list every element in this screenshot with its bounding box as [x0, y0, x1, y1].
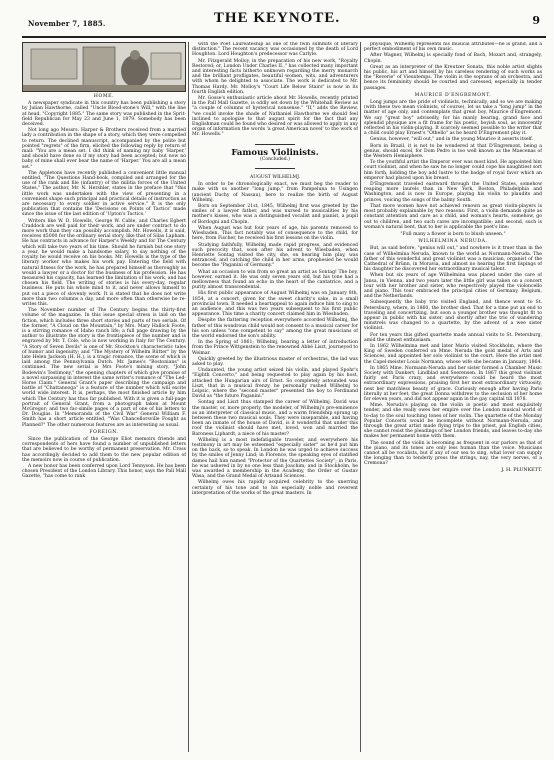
subheading-neruda: WILHELMINA NERUDA. — [418, 239, 488, 245]
col3-paragraph: But, as said before, "genius will out," and nowhere is it truer than in the case of Wilhelmina Neruda, known to the world as Normann-Neruda. The father of this wonderful and great violinist was a musician, organist of the Cathedral of Brünn, in Moravia, and almost no hearing the first lispings of his daughter he discovered her extraordinary musical talent. — [364, 246, 542, 273]
col3-paragraph: Born in Brazil, it is not to be wondered at that D'Engremont, being a genius, should excel, for Dom Pedro is too well known as the Maecenas of the Western Hemisphere. — [364, 143, 542, 160]
col1-paragraph: A new honor has been conferred upon Lord Tennyson. He has been chosen President of the London Library. This honor, says the Pall Mall Gazette, "has come to rank — [22, 464, 186, 480]
col3-paragraph: Long jumps are the pride of violinists, technically, and so we are making (with these two mean violinists, of course), let us take a "long jump" in the matter of age only, and contemplate that great boy, Maurice d'Engremont. We say "great boy" advisedly, for his manly bearing, grand face and splendid physique are a fit frame for his poetic, boyish soul, as innocently reflected in his violin-playing. It scarcely seemed possible to the writer that a child could play Ernest's "Othello" as he heard D'Engremont play it. — [364, 100, 542, 137]
col3-paragraph: To the youthful artist the Emperor ever was most kind. He appointed him court violinist, and when he saw he no longer could cope his naughtiest sort him forth, bidding the boy add lustre to the badge of royal favor which an emperor had placed upon his breast. — [364, 160, 542, 181]
column-3 — [364, 42, 542, 754]
page-number: 9 — [532, 14, 540, 27]
col3-paragraph: For ten years this gifted quartette made annual visits to St. Petersburg, amid the utmost enthusiasm. — [364, 332, 542, 343]
col1-paragraph: The November number of The Century begins the thirty-first volume of the magazine. In this issue special stress is laid on the fiction, which includes three short stories and parts of two serials. Of the former, "A Cloud on the Mountain," by Mrs. Mary Hallock Foote, is a stirring romance of Idaho ranch life; a full page drawing by the author to illustrate the story is the frontispiece of the number and is engraved by Mr. T. Cole, who is now working in Italy for The Century. "A Story of Seven Devils" is one of Mr. Stockton's characteristic tales of humor and ingenuity; and "The Mystery of Wilhelm Rütter" by the late Helen Jackson (H. H.), is a tragic romance, the scene of which is laid among the Pennsylvania Dutch. Mr. James's "Bostonians" is continued. The new serial is Mrs Foote's mining story, "John Bodewin's Testimony," the opening chapters of which give promise of a novel surpassing in interest the same writer's romance of "The Led-Horse Claim." General Grant's paper describing the campaign and battle of "Chattanooga" is a feature of the number which will excite world wide interest. It is, perhaps, the most finished article by him which The Century has thus far published. With it is given a full-page portrait of General Grant, from a photograph taken at Mount McGregor; and two fac-simile pages of a part of one of his letters to Dr. Douglas. In "Memoranda of the Civil War" General William F. Smith has a short article entitled, "Was Chancellorsville Fought as Planned?" The other numerous features are as interesting as usual. — [22, 308, 186, 428]
col3-paragraph: physique, Wilhelmj represents his musical attributes—he is grand, and a perfect embodiment of his own music. — [364, 42, 542, 53]
article-paragraph: Despite the flattering reception everywhere accorded Wilhelmj, the father of this wondrous child would not consent to a musical career for his son unless "one competent to say" among the great musicians of the world endorsed the son's ability. — [192, 318, 358, 339]
col3-paragraph: That more women have not achieved renown as great violin-players is most probably explainable by two reasons: First, a violin demands quite as constant attention and care as a child, and woman's hearts, somehow, go out to children, and two such cares are incompatible; and second, such is woman's natural bent, that to her is applicable the poet's line: — [364, 203, 542, 230]
col3-paragraph: Mme. Neruda's playing on the violin is poetic and most exquisitely tender, and she really owes her empire over the London musical world of to-day to the soul touching tones of her violin. The quartette of the Monday Popular Concerts would be incomplete without Normann-Neruda, and through the great artist made flying trips to the priest, pal English cities, she cannot resist the pleadings of her London friends, and leaves to-day she makes her permanent home with them. — [364, 403, 542, 440]
col2-paragraph: with the Poet Laureateship as one of the twin summits of literary distinction." The recent vacancy was occasioned by the death of Lord Houghton. Lord Houghton's predecessor was Carlyle. — [192, 42, 358, 58]
col3-paragraph: After Wagner, Wilhelmj is specially fond of Bach, Mozart and, strangely, Chopin. — [364, 53, 542, 64]
col3-paragraph: In 1865 Mme. Normann-Neruda and her sister formed a Chamber Music Society with Dankert, Lindblad and Soerensen. In 1867 this great violinist fairly set Paris crazy, and everywhere could be heard the most extraordinary expressions, praising first her most extraordinary virtuosity, next her matchless beauty of grace. Curiously enough after having Paris literally at her feet, the great Donna withdrew to the seclusion of her home for eleven years, and did not appear again in the gay capital till 1878. — [364, 365, 542, 402]
masthead — [0, 6, 554, 34]
issue-date: November 7, 1885. — [28, 19, 106, 28]
author-signature: J. H. PLUNKETT. — [501, 467, 542, 473]
col3-paragraph: D'Engremont traveled eastward through the United States, somehow reaping more laurels than in New York, Boston, Philadelphia and Washington, and is now in Europe, playing his violin to plaudits and princes, voicing the songs of the balmy South. — [364, 182, 542, 203]
col3-paragraph: In 1862 Wilhelmina met and later Mario visited Stockholm, where the King of Sweden conferred on Mme. Neruda the gold medal of Arts and Sciences, and appointed her solo violinist to the court. Here the artist met the Capel-meister Louis Normann, whose wife she became in January, 1864. — [364, 343, 542, 365]
subheading-dengremont: MAURICE D'ENGREMONT. — [414, 92, 492, 98]
col1-paragraph: A newspaper syndicate in this country has been publishing a story by Julian Hawthorne, called "Uncle Blood-stone's Will," with the line at head, "Copyright 1885." The same story was published in the Sprit-field Republican for May 23 and June 1, 1879. Somebody has been deceived. — [22, 101, 186, 128]
col3-paragraph: Subsequently the baby trio visited England, and thence went to St. Petersburg, where, in 1860, the brother died. That for a time put an end to traveling and concertizing, but soon a younger brother was thought fit to appear in public with his sister, and shortly after the trio of wandering minstrels was changed to a quartette, by the advent of a wee sister violinist. — [364, 300, 542, 332]
article-paragraph: Wilhelmj is a most indefatigable traveler, and everywhere his testimony in art may be esteemed "especially sister" as he'd put him on the back, so to speak. In London he was urged to achieve success by the smiles of Jenny Lind; in Florence, the speaking eyes of statified dames hail him named "Protector of the Quartettes Society"; in Paris, he was ushered in by no one less than Joachim; and in Stockholm, he was awarded a membership in the Academy, the Order of Gustav Wasa, and the Grand Medal of Artsand Sciences. — [192, 437, 358, 480]
col1-paragraph: The Appletons have recently published a convenient little manual entitled, "The Questions Hand-book, compiled and arranged for the use of the rank and file (infantry) of the militia forces of the United States." The author, Mr. N. Hershler, states in the preface that "this little work was undertaken with the view of presenting in a convenient shape such principal and practical details of instruction as are necessary to every soldier in active service." It is the only publication that contains the 'Decisions on Points of Tactics' made since the issue of the last edition of 'Upton's Tactics.' — [22, 170, 186, 218]
col3-paragraph: Great as an interpreter of the Kreutzer Sonata, this noble artist slights his public, his art and himself by his careless rendering of such works as the "Reverie" of Vieuxtemps. The violin is the soprano of an orchestra, and hence its femininity should be courted and caressed, especially in tender passages. — [364, 64, 542, 91]
article-paragraph: His first public appearance of August Wilhelmj was on January 8th, 1854, at a concert, given for the sweet charity's sake, in a small provincial town. It needed a heartappeal to again induce him to sing to an audience, and this was two years subsequent to his first public appearance. This time a charity concert claimed him in Wiesbaden. — [192, 291, 358, 318]
column-1 — [22, 42, 186, 754]
masthead-rule — [22, 36, 546, 38]
col3-paragraph: When but six years of age Wilhelmina was placed under the care of Jansa, in Vienna, and two years later the little girl was taken on a concert tour with her brother and sister, who respectively played the violoncello and piano. This tour embraced the principal cities of Germany, Belgium, and the Netherlands. — [364, 273, 542, 300]
article-paragraph: Sontag and Liszt thus stamped the career of Wilhelmj. David was the master, or, more properly, the modeler, of Wilhelmj's pre-eminence as an interpreter of classical music, and a warm friendship sprang up between these two musical souls. They were inseparable, and having been an inmate of the house of David, is it wonderful that under this roof the violinist should have met, loved, won and married the Baroness Liphardt, a niece of his master? — [192, 400, 358, 437]
col2-paragraph: Mr. Gosse's enthusiastic article about Mr. Howells, recently printed in the Pall Mall Gazette, is oddly set down by the Whitehall Review as "a couple of columns of hysterical nonsense." "If," adds the Review, "we could invoke the shade of Nathaniel Hawthorne we should feel inclined to apologize to that august spirit for the fact that any Englishman could be found who desired or was allowed to apply in any organ of information the words 'a great American novel' to the work of Mr. Howells." — [192, 96, 358, 138]
column-2 — [192, 42, 358, 754]
poem-quote: "Full many a flower is born to blush unseen." — [400, 231, 506, 237]
foreign-heading: FOREIGN. — [89, 429, 119, 435]
col3-paragraph: Genius, however, "will out," and in the young Maurice it asserts itself. — [370, 137, 533, 143]
article-concluded: (Concluded.) — [260, 156, 290, 162]
col1-paragraph: Since the publication of the George Eliot memoirs friends and correspondents of hers have found a number of unpublished letters that are believed to be worthy of permanent preservation. Mr. Cross has accordingly decided to add them to the new popular edition of the memoirs now in course of publication. — [22, 437, 186, 463]
separator — [255, 144, 295, 145]
column-divider — [188, 42, 189, 752]
col1-paragraph: Not long ago Messrs. Harper & Brothers received from a married lady a contribution in the shape of a story, which they were compelled to return. The declined manuscript, accompanied by the polite but pointed "regrets" of the firm, elicited the following reply by return of mail: "You are a mean set. I did think of naming my baby 'Harper,' and should have done so if my story had been accepted; but now no baby of mine shall ever bear the name of 'Harper.' You are all a mean set." — [22, 128, 186, 170]
separator — [255, 168, 295, 169]
article-paragraph: When August was but four years of age, his parents removed to Wiesbaden. This fact notably was of consequence to the child, for here, from Fischer, he received his first lessons on the violin. — [192, 225, 358, 242]
article-paragraph: In the Spring of 1861; Wilhelmj, bearing a letter of introduction from the Prince Wittgenstein to the renowned Abbé Liszt, journeyed to Weimar. — [192, 340, 358, 356]
article-paragraph: Wilhelmj owes his rapidly acquired celebrity to the unerring certainty of his tone and to his especially noble and reverent interpretation of the works of the great masters. In — [192, 480, 358, 496]
article-paragraph: Studying faithfully, Wilhelmj made rapid progress, and evidenced such precocity that, soon after his advent to Wiesbaden, when Henriette Sontag visited the city, she, on hearing him play, was entranced, and catching the child in her arms, prophesied he would become the "Paganini of Germany." — [192, 242, 358, 269]
article-paragraph: In order to be chronologically exact, we must beg the reader to make with us another "long jump," from Pampeluna to Usingen (ancient Duchy of Nassau), here to realize the birth of August Wilhelmj. — [192, 182, 358, 203]
article-paragraph: Born on September 21st, 1845, Wilhelmj first was greeted by the smiles of a lawyer father, and was nursed to musicalities by his mother's kisses, who was a distinguished vocalist and pianist, a pupil of Bordogni and Chopin. — [192, 204, 358, 225]
article-paragraph: Quickly greeted by the illustrious master of orchestras, the lad was asked to play. — [192, 356, 358, 367]
home-illustration — [22, 42, 186, 92]
col1-paragraph: Writers like W. D. Howells, George W. Cable, and Charles Egbert Craddock are well paid for their work, and are under contract to do more work than they can possibly accomplish. Mr. Howells, it is said, receives $5000 for the ordinary serial story, like that of Silas Lapham. He has contracts in advance for Harper's Weekly and for The Century which will take two years of his time. Should he furnish but one story a year, he would make a handsome salary, to say nothing of the royalty he would receive on his books. Mr. Howells is the type of the literary worker who makes his work pay. Entering the field with natural fitness for the work, he has prepared himself as thoroughly as would a lawyer or a doctor for the business of his profession. He has measured his capacity, has learned the limitation of his work, and has chosen his field. The writing of stories is his every-day, regular business. He puts his whole mind to it, and never allows himself to put out a piece of slovenly work. It is stated that he does not write more than two columns a day, and more often than otherwise he re-writes this. — [22, 218, 186, 307]
article-title: Famous Violinists. — [231, 147, 319, 158]
article-paragraph: What an occasion to win from so great an artist as Sontag! The boy, however, earned it. He was only seven years old, but his tone had a mellowness that found an echo in the heart of the cantatrice, and a purity almost transcendental. — [192, 269, 358, 291]
article-paragraph: Undaunted, the young artist seized his violin, and played Spohr's "Eighth Concerto," and being requested to play again by his host, attacked the Hungarian airs of Ernst. So completely astounded was Liszt, that in a musical frenzy, he personally rushed Wilhelmj to Leipsic, where the "second master" presented the boy to Ferdinand David as "the future Paganini." — [192, 368, 358, 400]
illustration-caption: HOME. — [93, 94, 115, 99]
col3-paragraph: The sound of the violin is becoming as frequent in our parlors as that of the piano, and its tones are only less human than the voice. Musicians cannot all be vocalists, but if any of our sex to sing, what lover can supply the longing than to tenderly press the strings, nay, the very nerves, of a Cremona? — [364, 440, 542, 467]
newspaper-title: THE KEYNOTE. — [213, 10, 341, 26]
column-divider — [360, 42, 361, 752]
subheading-wilhelmj: AUGUST WILHELMJ. — [249, 175, 301, 181]
col2-paragraph: Mr. Fitzgerald Molloy, in the preparation of his new work, "Royalty Restored; or, London Under Charles II.," has collected many important and interesting facts hitherto unknown regarding the merry monarch and the brilliant profligates, beautiful women, wits, and adventurers with whom he delighted to associate. The work is dedicated to Mr. Thomas Hardy. Mr. Molloy's "Court Life Below Stairs" is now in its fourth English edition. — [192, 58, 358, 95]
